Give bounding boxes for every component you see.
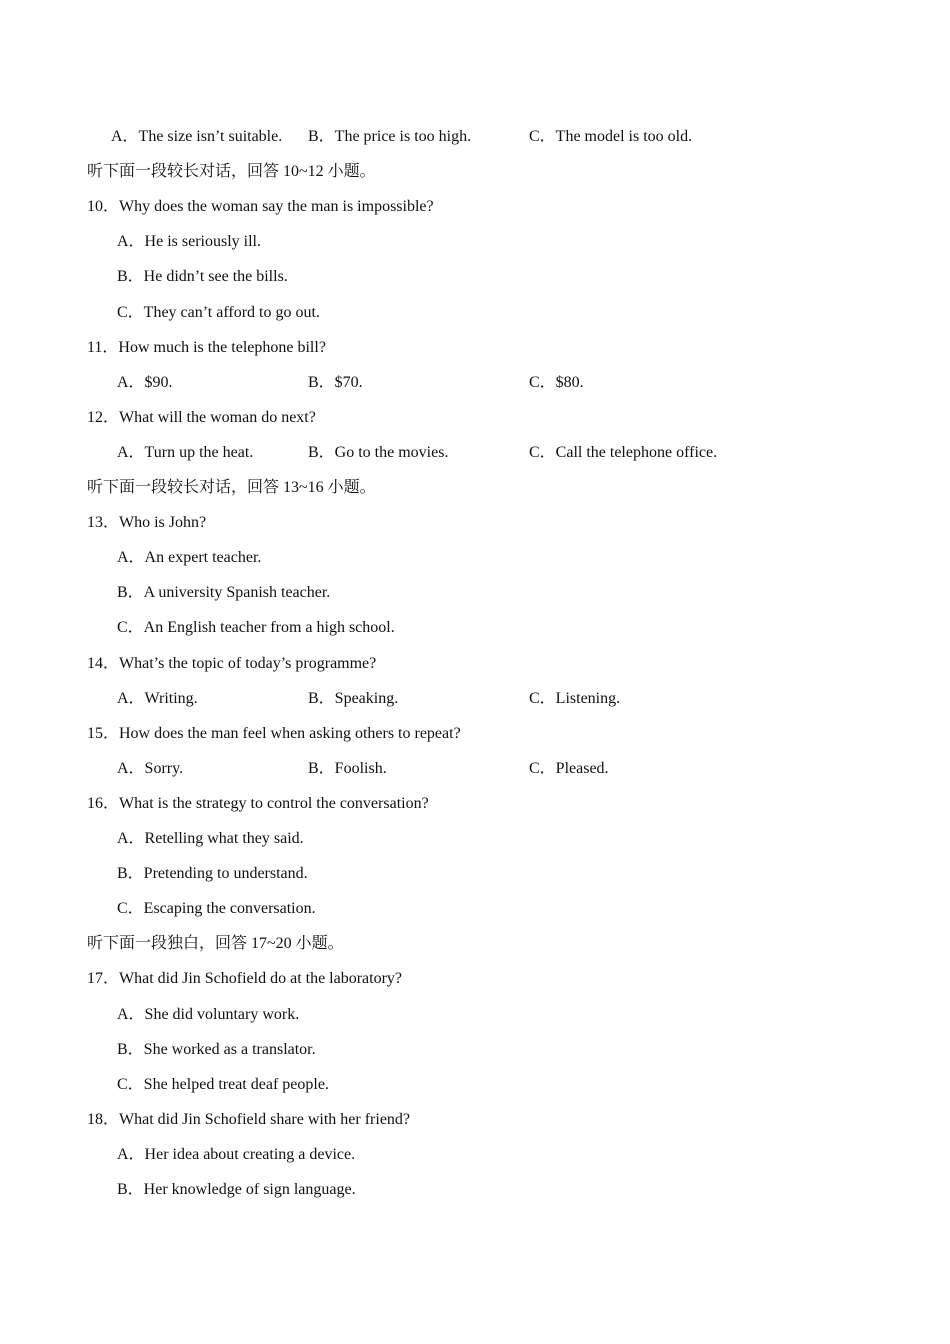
option: C．An English teacher from a high school. (117, 619, 395, 636)
option-a: A．Sorry. (117, 760, 184, 777)
question: 17．What did Jin Schofield do at the laboratory? (87, 970, 403, 987)
option-b: B．Go to the movies. (308, 444, 449, 461)
option: A．An expert teacher. (117, 549, 262, 566)
option: A．He is seriously ill. (117, 233, 261, 250)
option: A．Her idea about creating a device. (117, 1146, 356, 1163)
option-row (0, 372, 950, 394)
option-a: A．The size isn’t suitable. (111, 128, 283, 145)
option: B．He didn’t see the bills. (117, 268, 288, 285)
question: 16．What is the strategy to control the conversation? (87, 795, 429, 812)
question: 14．What’s the topic of today’s programme? (87, 655, 377, 672)
question: 15．How does the man feel when asking others to repeat? (87, 725, 461, 742)
question: 11．How much is the telephone bill? (87, 339, 326, 356)
section-instruction: 听下面一段较长对话，回答 10~12 小题。 (87, 163, 376, 180)
option: B．Her knowledge of sign language. (117, 1181, 356, 1198)
option: C．They can’t afford to go out. (117, 304, 320, 321)
option: B．She worked as a translator. (117, 1041, 316, 1058)
section-instruction: 听下面一段独白，回答 17~20 小题。 (87, 935, 344, 952)
question: 13．Who is John? (87, 514, 207, 531)
option: C．She helped treat deaf people. (117, 1076, 329, 1093)
option: B．Pretending to understand. (117, 865, 308, 882)
option-b: B．Speaking. (308, 690, 399, 707)
question: 18．What did Jin Schofield share with her friend? (87, 1111, 411, 1128)
option-b: B．The price is too high. (308, 128, 472, 145)
option-c: C．Call the telephone office. (529, 444, 718, 461)
option-a: A．$90. (117, 374, 173, 391)
question: 10．Why does the woman say the man is impossible? (87, 198, 434, 215)
option-a: A．Writing. (117, 690, 198, 707)
option: A．Retelling what they said. (117, 830, 304, 847)
option: A．She did voluntary work. (117, 1006, 300, 1023)
question: 12．What will the woman do next? (87, 409, 316, 426)
option-row (0, 688, 950, 710)
option-b: B．Foolish. (308, 760, 387, 777)
section-instruction: 听下面一段较长对话，回答 13~16 小题。 (87, 479, 376, 496)
option-c: C．The model is too old. (529, 128, 693, 145)
option-c: C．$80. (529, 374, 584, 391)
option-row (0, 126, 950, 148)
option-c: C．Listening. (529, 690, 621, 707)
option: B．A university Spanish teacher. (117, 584, 331, 601)
option-row (0, 758, 950, 780)
option-b: B．$70. (308, 374, 363, 391)
option: C．Escaping the conversation. (117, 900, 316, 917)
option-a: A．Turn up the heat. (117, 444, 254, 461)
option-c: C．Pleased. (529, 760, 609, 777)
option-row (0, 442, 950, 464)
